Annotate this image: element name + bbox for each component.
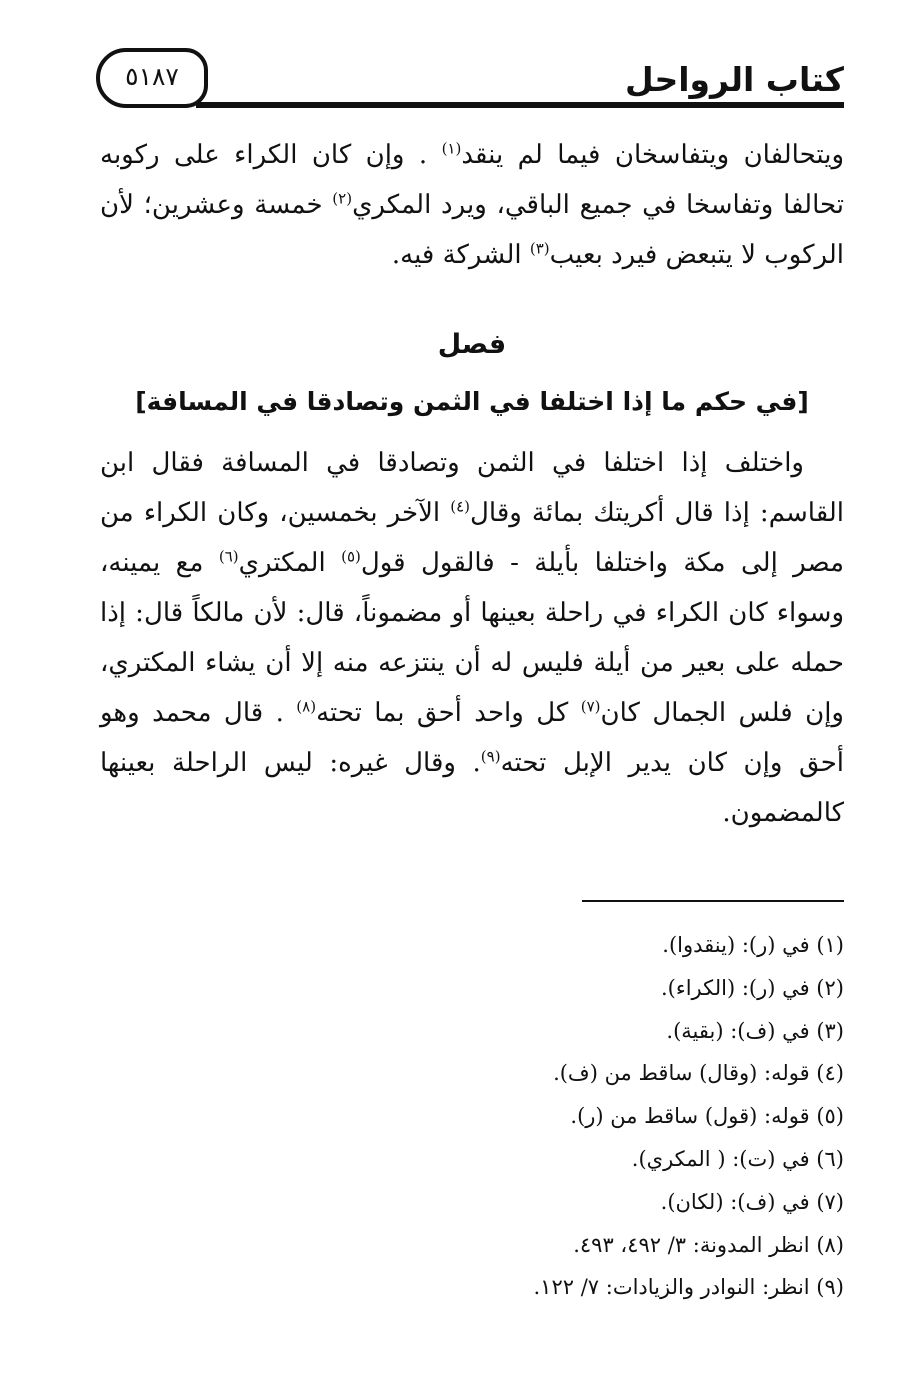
footnote-marker: (٢) [332,189,353,208]
footnote: (٩) انظر: النوادر والزيادات: ٧/ ١٢٢. [533,1275,844,1300]
text-segment: ويتحالفان ويتفاسخان فيما لم ينقد [461,140,844,170]
paragraph-top [100,130,844,280]
footnote-marker: (٦) [218,547,239,566]
text-segment: خمسة وعشرين؛ لأن الركوب لا يتبعض فيرد بعيب [100,190,844,270]
page-number: ٥١٨٧ [125,62,179,91]
footnote-marker: (٨) [296,697,317,716]
footnote: (٨) انظر المدونة: ٣/ ٤٩٢، ٤٩٣. [573,1232,844,1257]
footnote: (٢) في (ر): (الكراء). [660,975,844,1000]
text-segment: الشركة فيه. [391,240,522,270]
text-segment: . قال محمد وهو أحق وإن كان يدير الإبل تحته [100,698,844,778]
text-segment: . وإن كان الكراء على ركوبه تحالفا وتفاسخا في جميع الباقي، ويرد المكري [100,140,845,220]
text-segment: المكتري [238,548,326,578]
footnote-marker: (٥) [341,547,361,566]
text-segment: واختلف إذا اختلفا في الثمن وتصادقا في المسافة فقال ابن القاسم: إذا قال أكريتك بمائة وقال [100,448,844,528]
footnote-marker: (٧) [580,697,601,716]
footnote-marker: (٣) [529,239,550,258]
footnotes-list [100,924,844,1309]
section-subheading: [في حكم ما إذا اختلفا في الثمن وتصادقا في المسافة] [135,387,809,416]
header-rule [196,102,844,108]
footnote: (٧) في (ف): (لكان). [660,1189,844,1214]
footnote-marker: (١) [441,139,462,158]
page-number-frame [96,48,208,108]
paragraph-main [100,438,844,838]
footnote: (٦) في (ت): ( المكري). [631,1146,844,1171]
footnote: (١) في (ر): (ينقدوا). [662,933,844,957]
text-segment: مع يمينه، وسواء كان الكراء في راحلة بعينها أو مضموناً، قال: لأن مالكاً قال: إذا حمله على بعير من أيلة فليس له أن ينتزعه منه إلا أن يشاء المكتري، وإن فلس الجمال كان [100,548,844,728]
footnote-marker: (٤) [450,497,471,516]
footnote: (٤) قوله: (وقال) ساقط من (ف). [553,1061,844,1086]
page-header [96,40,844,110]
text-segment: كل واحد أحق بما تحته [316,698,569,728]
footnote-marker: (٩) [480,747,501,766]
text-segment: . وقال غيره: ليس الراحلة بعينها كالمضمون. [100,748,844,828]
section-heading: فصل [437,329,507,360]
footnote: (٥) قوله: (قول) ساقط من (ر). [570,1104,844,1129]
text-segment: الآخر بخمسين، وكان الكراء من مصر إلى مكة واختلفا بأيلة - فالقول قول [100,498,844,578]
footnote-separator [582,900,844,902]
book-title: كتاب الرواحل [625,60,844,99]
footnote: (٣) في (ف): (بقية). [666,1018,844,1043]
